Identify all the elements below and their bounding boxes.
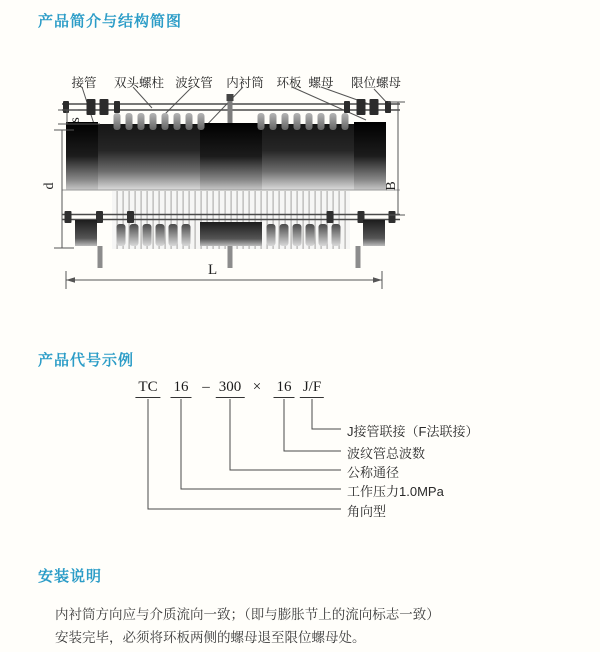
section-title-code: 产品代号示例	[38, 352, 135, 369]
callout-diameter: 公称通径	[347, 465, 400, 480]
code-token-type: TC	[135, 379, 160, 398]
center-band-lower	[200, 222, 262, 246]
code-token-diameter: 300	[216, 379, 245, 398]
dim-label-B: B	[384, 181, 399, 191]
code-token-dash: –	[202, 379, 210, 395]
end-cap-left	[66, 122, 98, 190]
code-callout-lines	[0, 395, 600, 520]
center-liner-band	[200, 123, 262, 190]
part-label-limit-nut: 限位螺母	[350, 76, 402, 90]
part-label-bellows: 波纹管	[175, 76, 213, 90]
callout-wave-count: 波纹管总波数	[347, 446, 426, 461]
section-title-intro: 产品简介与结构简图	[38, 13, 183, 30]
callout-pressure: 工作压力1.0MPa	[347, 484, 444, 499]
code-token-connect: J/F	[300, 379, 324, 398]
dim-label-s: s	[68, 117, 83, 123]
dim-label-d: d	[42, 182, 57, 190]
stud-upper-nub	[227, 94, 234, 101]
end-cap-lower-right	[363, 220, 385, 246]
callout-connection: J接管联接（F法联接）	[347, 424, 479, 439]
end-cap-lower-left	[75, 220, 97, 246]
code-token-times: ×	[252, 379, 262, 395]
install-note-line1: 内衬筒方向应与介质流向一致；（即与膨胀节上的流向标志一致）	[55, 607, 440, 622]
part-label-pipe-end: 接管	[71, 76, 97, 90]
callout-type: 角向型	[347, 504, 387, 519]
dim-b-lines	[388, 102, 405, 215]
studs-lower	[98, 246, 361, 268]
section-title-install: 安装说明	[38, 568, 103, 585]
part-label-liner: 内衬筒	[226, 76, 264, 90]
part-label-stud: 双头螺柱	[113, 76, 165, 90]
dim-label-L: L	[208, 262, 218, 278]
end-cap-right	[354, 122, 386, 190]
part-label-nut: 螺母	[308, 76, 334, 90]
dim-l-lines	[66, 271, 382, 289]
code-token-waves: 16	[274, 379, 295, 398]
install-note-line2: 安装完毕，必须将环板两侧的螺母退至限位螺母处。	[55, 630, 366, 645]
part-label-ring-plate: 环板	[276, 76, 302, 90]
nuts-upper	[63, 99, 391, 115]
code-token-pressure: 16	[171, 379, 192, 398]
